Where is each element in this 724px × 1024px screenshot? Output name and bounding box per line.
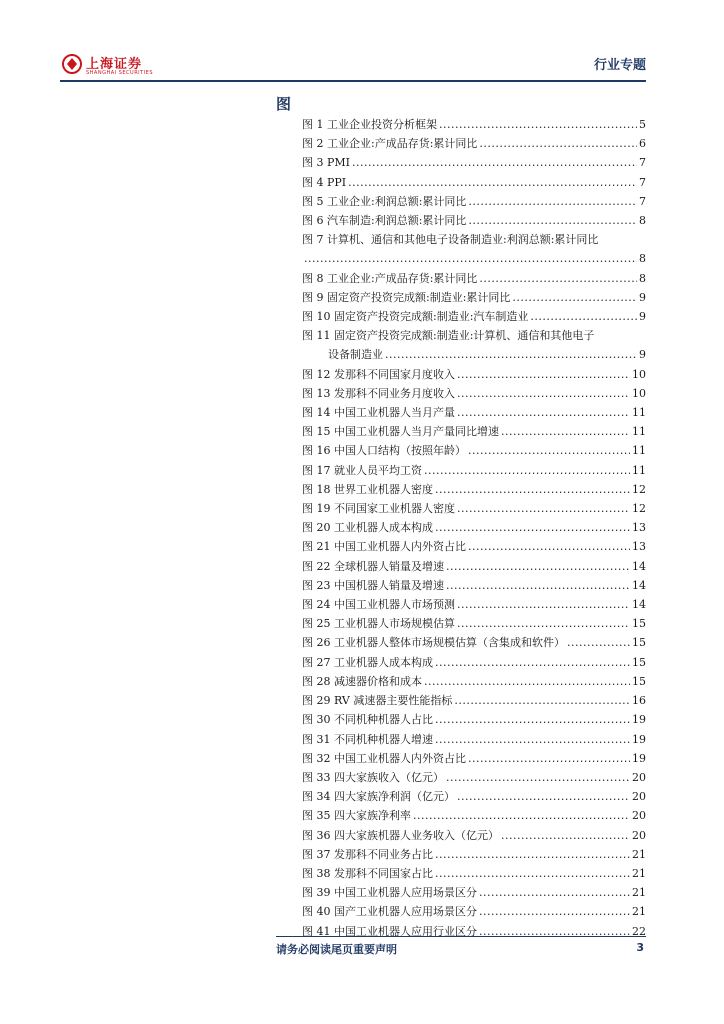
toc-entry[interactable]	[302, 595, 646, 614]
footer-divider	[276, 936, 646, 937]
toc-page: 19	[632, 732, 646, 746]
toc-page: 14	[632, 578, 646, 592]
toc-entry[interactable]	[302, 499, 646, 518]
toc-leader-dots	[457, 384, 630, 403]
toc-leader-dots	[446, 768, 630, 787]
toc-leader-dots	[457, 595, 630, 614]
report-type-title: 行业专题	[593, 58, 646, 73]
toc-leader-dots	[385, 345, 637, 364]
toc-leader-dots	[479, 902, 630, 921]
toc-entry[interactable]	[302, 307, 646, 326]
toc-page: 15	[632, 636, 646, 650]
toc-page: 21	[632, 886, 646, 900]
toc-entry[interactable]	[302, 211, 646, 230]
toc-leader-dots	[479, 922, 630, 941]
toc-entry[interactable]	[302, 864, 646, 883]
toc-page: 21	[632, 847, 646, 861]
toc-page: 12	[632, 482, 646, 496]
toc-entry[interactable]	[302, 537, 646, 556]
toc-leader-dots	[468, 211, 637, 230]
toc-page: 11	[632, 406, 646, 420]
toc-entry[interactable]	[302, 461, 646, 480]
toc-leader-dots	[413, 806, 630, 825]
toc-page: 20	[632, 790, 646, 804]
toc-page: 20	[632, 828, 646, 842]
toc-page: 11	[632, 463, 646, 477]
toc-label: 图 17 就业人员平均工资	[302, 463, 422, 477]
toc-entry[interactable]	[302, 922, 646, 941]
toc-page: 15	[632, 674, 646, 688]
toc-page: 9	[639, 348, 646, 362]
toc-label: 图 26 工业机器人整体市场规模估算（含集成和软件）	[302, 636, 565, 650]
toc-label: 图 41 中国工业机器人应用行业区分	[302, 924, 477, 938]
toc-label: 图 34 四大家族净利润（亿元）	[302, 790, 455, 804]
toc-entry[interactable]	[302, 518, 646, 537]
toc-entry[interactable]	[302, 633, 646, 652]
toc-page: 16	[632, 694, 646, 708]
toc-label: 图 20 工业机器人成本构成	[302, 521, 433, 535]
toc-label: 图 30 不同机种机器人占比	[302, 713, 433, 727]
toc-page: 15	[632, 617, 646, 631]
toc-entry[interactable]	[302, 672, 646, 691]
toc-label: 图 36 四大家族机器人业务收入（亿元）	[302, 828, 499, 842]
toc-entry[interactable]	[302, 768, 646, 787]
toc-leader-dots	[468, 749, 630, 768]
toc-entry[interactable]	[302, 288, 646, 307]
toc-leader-dots	[439, 115, 637, 134]
toc-page: 8	[639, 271, 646, 285]
toc-label: 图 16 中国人口结构（按照年龄）	[302, 444, 466, 458]
toc-page: 14	[632, 559, 646, 573]
footer-disclaimer: 请务必阅读尾页重要声明	[276, 943, 397, 956]
logo-subtext: SHANGHAI SECURITIES	[86, 70, 154, 76]
toc-page: 8	[639, 214, 646, 228]
toc-leader-dots	[435, 518, 630, 537]
toc-entry[interactable]	[302, 902, 646, 921]
toc-label: 图 33 四大家族收入（亿元）	[302, 770, 444, 784]
toc-leader-dots	[501, 826, 630, 845]
toc-page: 9	[639, 310, 646, 324]
toc-leader-dots	[435, 730, 630, 749]
toc-page: 15	[632, 655, 646, 669]
toc-label-continued: 设备制造业	[328, 348, 383, 362]
toc-page: 11	[632, 425, 646, 439]
toc-leader-dots	[446, 576, 630, 595]
toc-page: 9	[639, 290, 646, 304]
toc-label: 图 40 国产工业机器人应用场景区分	[302, 905, 477, 919]
toc-label: 图 6 汽车制造:利润总额:累计同比	[302, 214, 467, 228]
toc-page: 19	[632, 751, 646, 765]
toc-label: 图 11 固定资产投资完成额:制造业:计算机、通信和其他电子	[302, 329, 595, 343]
toc-leader-dots	[457, 499, 630, 518]
toc-leader-dots	[435, 653, 630, 672]
toc-leader-dots	[457, 403, 630, 422]
toc-entry[interactable]	[302, 653, 646, 672]
toc-label: 图 31 不同机种机器人增速	[302, 732, 433, 746]
toc-page: 12	[632, 502, 646, 516]
page-number: 3	[636, 941, 644, 954]
toc-leader-dots	[435, 845, 630, 864]
toc-leader-dots	[435, 864, 630, 883]
toc-label: 图 39 中国工业机器人应用场景区分	[302, 886, 477, 900]
toc-label: 图 22 全球机器人销量及增速	[302, 559, 444, 573]
toc-label: 图 13 发那科不同业务月度收入	[302, 386, 455, 400]
toc-label: 图 15 中国工业机器人当月产量同比增速	[302, 425, 499, 439]
toc-label: 图 10 固定资产投资完成额:制造业:汽车制造业	[302, 310, 529, 324]
toc-leader-dots	[479, 883, 630, 902]
toc-label: 图 21 中国工业机器人内外资占比	[302, 540, 466, 554]
toc-entry[interactable]	[302, 787, 646, 806]
toc-label: 图 25 工业机器人市场规模估算	[302, 617, 455, 631]
toc-label: 图 27 工业机器人成本构成	[302, 655, 433, 669]
toc-entry[interactable]	[302, 710, 646, 729]
toc-page: 22	[632, 924, 646, 938]
toc-label: 图 2 工业企业:产成品存货:累计同比	[302, 137, 478, 151]
toc-leader-dots	[567, 633, 630, 652]
toc-entry[interactable]	[302, 730, 646, 749]
toc-leader-dots	[348, 173, 637, 192]
toc-entry[interactable]	[302, 691, 646, 710]
toc-label: 图 29 RV 减速器主要性能指标	[302, 694, 453, 708]
toc-entry[interactable]	[302, 115, 646, 134]
toc-page: 6	[639, 137, 646, 151]
toc-label: 图 28 减速器价格和成本	[302, 674, 422, 688]
toc-page: 21	[632, 905, 646, 919]
toc-leader-dots	[352, 153, 637, 172]
toc-page: 10	[632, 386, 646, 400]
toc-label: 图 38 发那科不同国家占比	[302, 866, 433, 880]
toc-label: 图 1 工业企业投资分析框架	[302, 118, 437, 131]
toc-entry[interactable]	[302, 365, 646, 384]
toc-entry[interactable]	[302, 230, 646, 268]
section-title: 图	[276, 95, 292, 113]
toc-entry[interactable]	[302, 749, 646, 768]
toc-label: 图 7 计算机、通信和其他电子设备制造业:利润总额:累计同比	[302, 233, 599, 247]
toc-leader-dots	[446, 557, 630, 576]
toc-entry[interactable]	[302, 806, 646, 825]
toc-entry[interactable]	[302, 576, 646, 595]
figure-list	[302, 115, 646, 941]
toc-entry[interactable]	[302, 403, 646, 422]
toc-page: 20	[632, 770, 646, 784]
toc-entry[interactable]	[302, 826, 646, 845]
toc-entry[interactable]	[302, 883, 646, 902]
toc-label: 图 12 发那科不同国家月度收入	[302, 367, 455, 381]
toc-page: 10	[632, 367, 646, 381]
toc-label: 图 4 PPI	[302, 175, 347, 189]
toc-page: 5	[639, 118, 646, 131]
toc-leader-dots	[479, 269, 637, 288]
toc-label: 图 35 四大家族净利率	[302, 809, 411, 823]
toc-leader-dots	[479, 134, 637, 153]
toc-page: 19	[632, 713, 646, 727]
toc-entry[interactable]	[302, 173, 646, 192]
toc-leader-dots	[457, 787, 630, 806]
toc-leader-dots	[304, 249, 637, 268]
toc-page: 13	[632, 521, 646, 535]
toc-page: 7	[639, 194, 646, 208]
toc-page: 21	[632, 866, 646, 880]
toc-leader-dots	[457, 365, 630, 384]
logo-text: 上海证券	[86, 57, 143, 72]
toc-leader-dots	[468, 441, 630, 460]
toc-label: 图 14 中国工业机器人当月产量	[302, 406, 455, 420]
toc-entry[interactable]	[302, 192, 646, 211]
toc-label: 图 19 不同国家工业机器人密度	[302, 502, 455, 516]
toc-page: 7	[639, 175, 646, 189]
toc-label: 图 23 中国机器人销量及增速	[302, 578, 444, 592]
toc-page: 13	[632, 540, 646, 554]
toc-label: 图 8 工业企业:产成品存货:累计同比	[302, 271, 478, 285]
toc-page: 8	[639, 252, 646, 266]
toc-entry[interactable]	[302, 441, 646, 460]
toc-leader-dots	[435, 710, 630, 729]
toc-leader-dots	[435, 480, 630, 499]
toc-label: 图 9 固定资产投资完成额:制造业:累计同比	[302, 290, 511, 304]
toc-entry[interactable]	[302, 134, 646, 153]
toc-leader-dots	[468, 192, 637, 211]
toc-page: 14	[632, 598, 646, 612]
toc-entry[interactable]	[302, 614, 646, 633]
toc-entry[interactable]	[302, 269, 646, 288]
toc-entry[interactable]	[302, 153, 646, 172]
toc-leader-dots	[424, 672, 630, 691]
toc-page: 20	[632, 809, 646, 823]
toc-leader-dots	[512, 288, 637, 307]
toc-entry[interactable]	[302, 326, 646, 364]
toc-leader-dots	[501, 422, 630, 441]
header-divider	[60, 80, 646, 82]
toc-label: 图 5 工业企业:利润总额:累计同比	[302, 194, 467, 208]
toc-leader-dots	[457, 614, 630, 633]
toc-leader-dots	[468, 537, 630, 556]
toc-leader-dots	[454, 691, 630, 710]
toc-label: 图 37 发那科不同业务占比	[302, 847, 433, 861]
toc-entry[interactable]	[302, 557, 646, 576]
toc-label: 图 32 中国工业机器人内外资占比	[302, 751, 466, 765]
toc-label: 图 18 世界工业机器人密度	[302, 482, 433, 496]
toc-label: 图 3 PMI	[302, 156, 351, 170]
toc-page: 11	[632, 444, 646, 458]
toc-entry[interactable]	[302, 384, 646, 403]
toc-entry[interactable]	[302, 422, 646, 441]
toc-entry[interactable]	[302, 845, 646, 864]
toc-page: 7	[639, 156, 646, 170]
toc-entry[interactable]	[302, 480, 646, 499]
toc-leader-dots	[424, 461, 630, 480]
toc-label: 图 24 中国工业机器人市场预测	[302, 598, 455, 612]
toc-leader-dots	[530, 307, 637, 326]
